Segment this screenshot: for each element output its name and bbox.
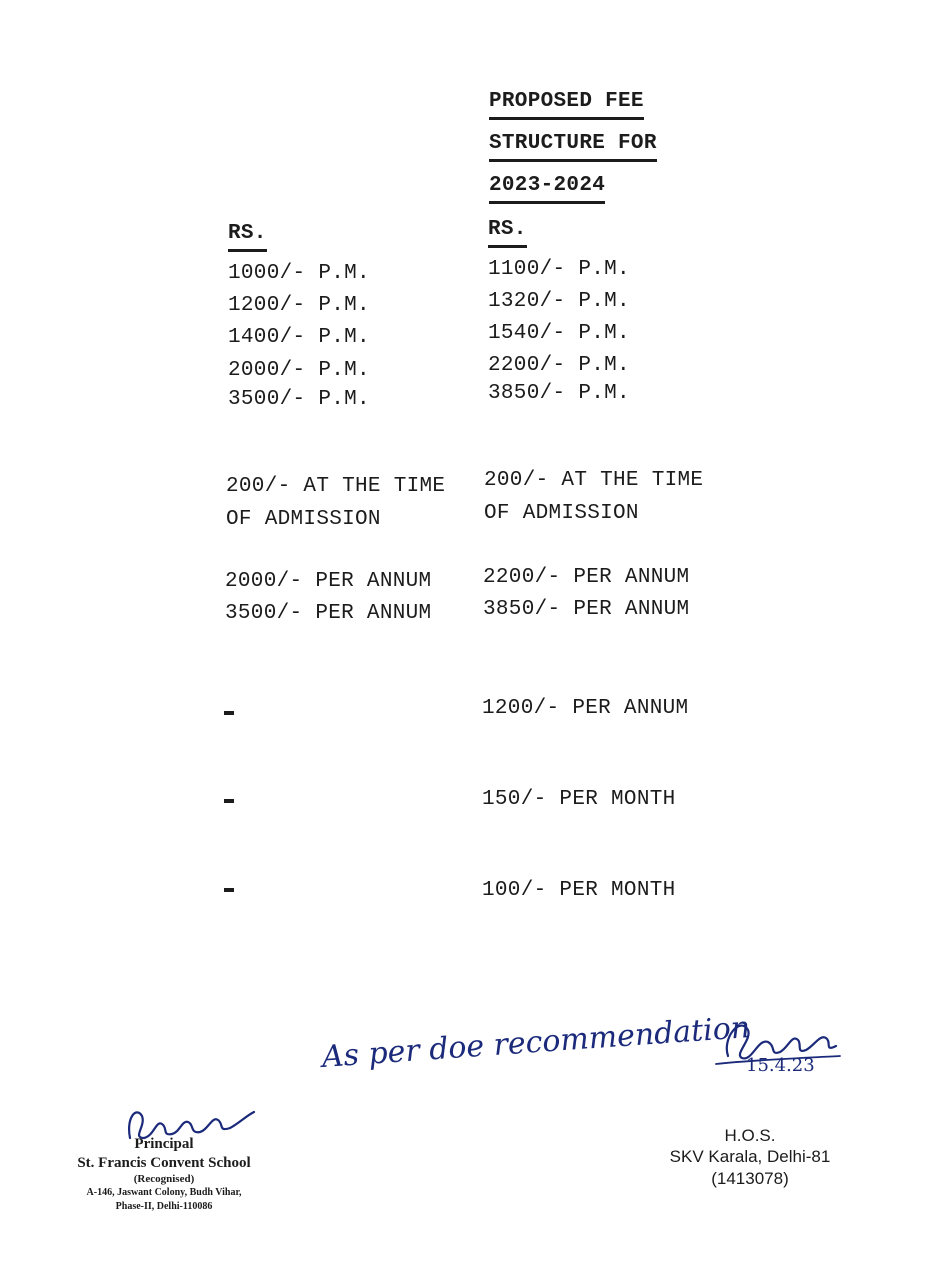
left-empty-dash-1 <box>224 711 234 715</box>
left-monthly-fee-3: 1400/- P.M. <box>228 326 370 349</box>
left-admission-line-2: OF ADMISSION <box>226 508 381 531</box>
principal-school-status: (Recognised) <box>133 1173 195 1185</box>
left-annual-fee-2: 3500/- PER ANNUM <box>225 602 432 625</box>
hos-school-code: (1413078) <box>711 1169 789 1188</box>
right-monthly-fee-2: 1320/- P.M. <box>488 290 630 313</box>
principal-school-name: St. Francis Convent School <box>77 1155 251 1171</box>
right-column-header: RS. <box>488 218 527 248</box>
left-annual-fee-1: 2000/- PER ANNUM <box>225 570 432 593</box>
right-monthly-fee-4: 2200/- P.M. <box>488 354 630 377</box>
principal-title: Principal <box>134 1136 194 1152</box>
left-monthly-fee-5: 3500/- P.M. <box>228 388 370 411</box>
new-charge-2: 150/- PER MONTH <box>482 788 676 811</box>
left-empty-dash-3 <box>224 888 234 892</box>
header-line-3: 2023-2024 <box>489 174 605 204</box>
principal-address-line-1: A-146, Jaswant Colony, Budh Vihar, <box>86 1187 242 1198</box>
left-monthly-fee-2: 1200/- P.M. <box>228 294 370 317</box>
right-annual-fee-2: 3850/- PER ANNUM <box>483 598 690 621</box>
left-empty-dash-2 <box>224 799 234 803</box>
left-monthly-fee-4: 2000/- P.M. <box>228 359 370 382</box>
right-monthly-fee-3: 1540/- P.M. <box>488 322 630 345</box>
left-monthly-fee-1: 1000/- P.M. <box>228 262 370 285</box>
right-monthly-fee-5: 3850/- P.M. <box>488 382 630 405</box>
right-admission-line-2: OF ADMISSION <box>484 502 639 525</box>
hos-title: H.O.S. <box>724 1126 776 1145</box>
principal-address-line-2: Phase-II, Delhi-110086 <box>115 1201 213 1212</box>
header-line-1: PROPOSED FEE <box>489 90 644 120</box>
right-admission-line-1: 200/- AT THE TIME <box>484 469 704 492</box>
handwritten-date: 15.4.23 <box>746 1055 815 1076</box>
right-annual-fee-1: 2200/- PER ANNUM <box>483 566 690 589</box>
handwritten-note: As per doe recommendation <box>320 1010 752 1075</box>
left-column-header: RS. <box>228 222 267 252</box>
left-admission-line-1: 200/- AT THE TIME <box>226 475 446 498</box>
new-charge-1: 1200/- PER ANNUM <box>482 697 689 720</box>
right-monthly-fee-1: 1100/- P.M. <box>488 258 630 281</box>
header-line-2: STRUCTURE FOR <box>489 132 657 162</box>
new-charge-3: 100/- PER MONTH <box>482 879 676 902</box>
hos-school-name: SKV Karala, Delhi-81 <box>669 1147 831 1166</box>
